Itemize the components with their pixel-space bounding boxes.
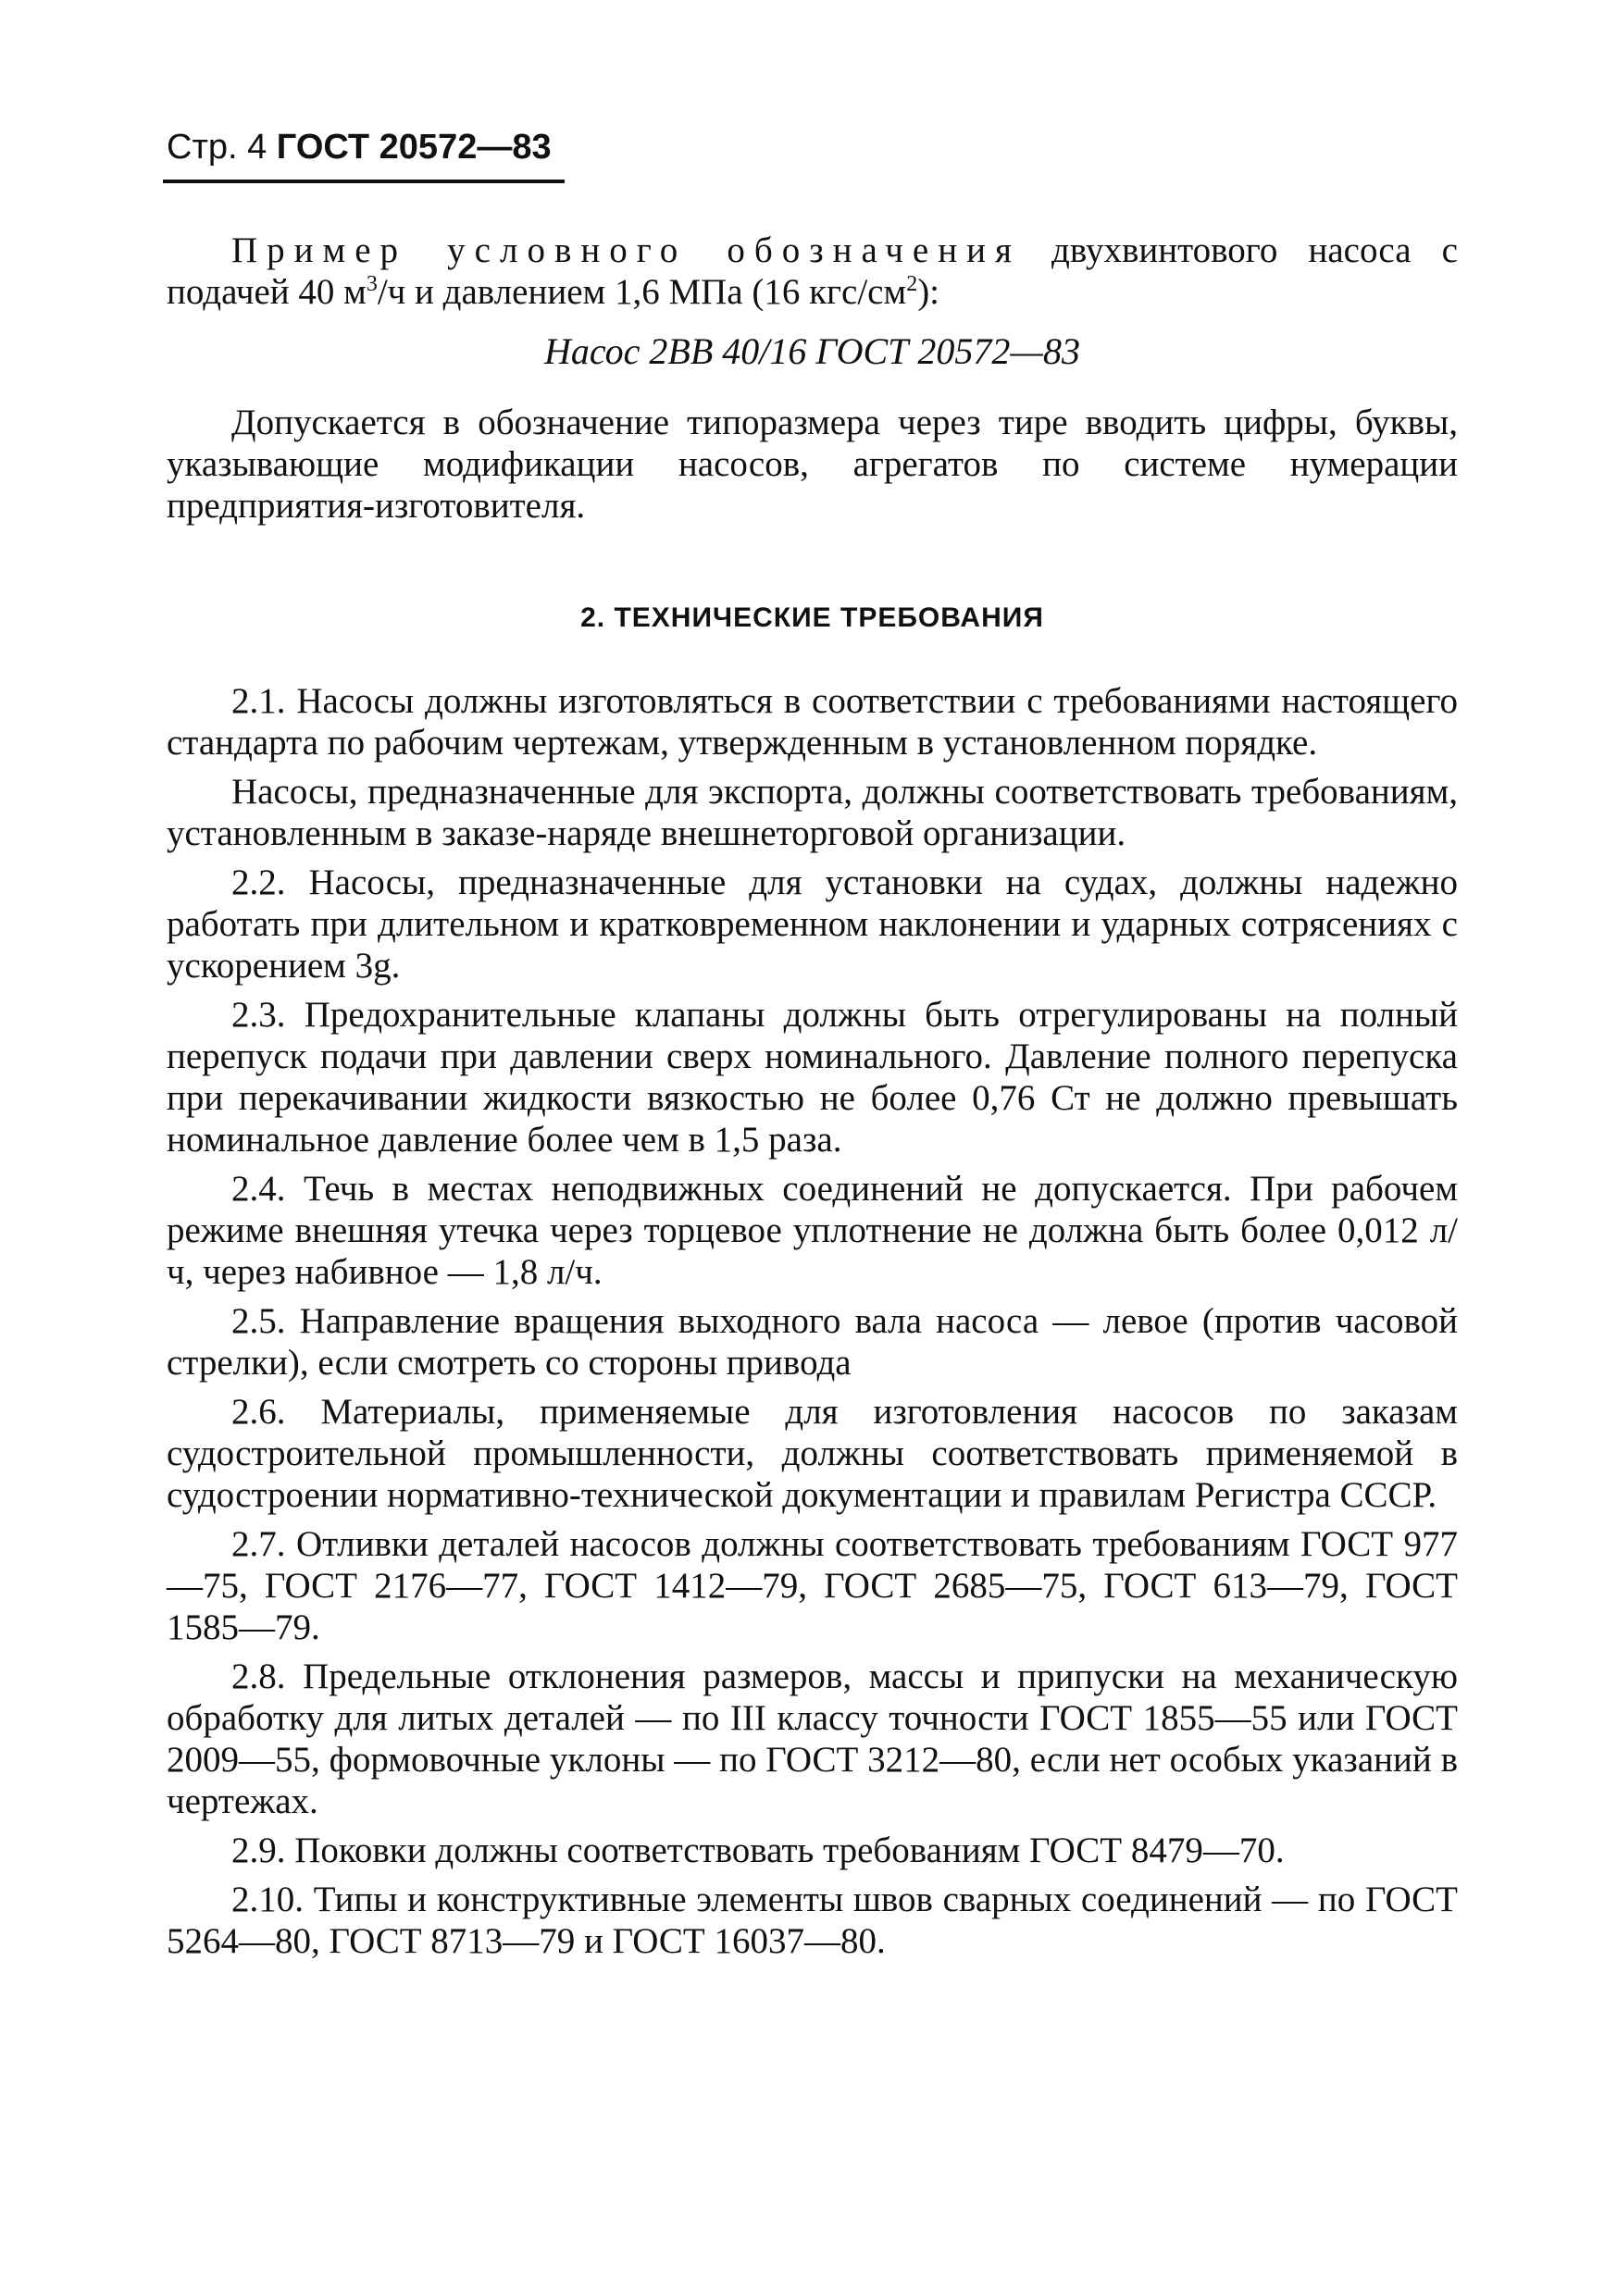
clause-2-8: 2.8. Предельные отклонения размеров, массы и припуски на механическую обработку для литых деталей — по III классу точности ГОСТ 1855—55 или ГОСТ 2009—55, формовочные уклоны — по ГОСТ 3212—80, если нет особых указаний в чертежах.: [167, 1657, 1458, 1821]
page-number-label: Стр. 4: [167, 128, 267, 167]
section-title: 2. ТЕХНИЧЕСКИЕ ТРЕБОВАНИЯ: [580, 602, 1044, 633]
allowance-paragraph: Допускается в обозначение типоразмера через тире вводить цифры, буквы, указывающие модификации насосов, агрегатов по системе нумерации предприятия-изготовителя.: [167, 403, 1458, 526]
clause-2-2: 2.2. Насосы, предназначенные для установки на судах, должны надежно работать при длительном и кратковременном наклонении и ударных сотрясениях с ускорением 3g.: [167, 863, 1458, 986]
clause-2-4: 2.4. Течь в местах неподвижных соединений не допускается. При рабочем режиме внешняя утечка через торцевое уплотнение не должна быть более 0,012 л/ч, через набивное — 1,8 л/ч.: [167, 1169, 1458, 1292]
document-body: [167, 230, 1458, 1969]
pump-designation: Насос 2ВВ 40/16 ГОСТ 20572—83: [544, 330, 1080, 372]
clause-2-3: 2.3. Предохранительные клапаны должны быть отрегулированы на полный перепуск подачи при давлении сверх номинального. Давление полного перепуска при перекачивании жидкости вязкостью не более 0,76 Ст не должно превышать номинальное давление более чем в 1,5 раза.: [167, 995, 1458, 1160]
superscript-2: 2: [906, 272, 918, 296]
clause-2-7: 2.7. Отливки деталей насосов должны соответствовать требованиям ГОСТ 977—75, ГОСТ 2176—77, ГОСТ 1412—79, ГОСТ 2685—75, ГОСТ 613—79, ГОСТ 1585—79.: [167, 1524, 1458, 1647]
standard-code: ГОСТ 20572—83: [276, 128, 552, 167]
designation-example-paragraph: [167, 230, 1458, 313]
designation-example-lead: Пример условного обозначения: [231, 230, 1021, 270]
clause-2-9: 2.9. Поковки должны соответствовать требованиям ГОСТ 8479—70.: [231, 1831, 1285, 1870]
clause-2-6: 2.6. Материалы, применяемые для изготовления насосов по заказам судостроительной промышленности, должны соответствовать применяемой в судостроении нормативно-технической документации и правилам Регистра СССР.: [167, 1392, 1458, 1515]
page-header: [167, 125, 552, 169]
clause-2-10: 2.10. Типы и конструктивные элементы швов сварных соединений — по ГОСТ 5264—80, ГОСТ 8713—79 и ГОСТ 16037—80.: [167, 1880, 1458, 1961]
header-rule: [163, 180, 565, 183]
clause-2-5: 2.5. Направление вращения выходного вала насоса — левое (против часовой стрелки), если смотреть со стороны привода: [167, 1301, 1458, 1383]
designation-example-text-2: /ч и давлением 1,6 МПа (16 кгс/см: [377, 272, 907, 312]
designation-example-text-1: двухвинтового насоса с подачей 40 м: [167, 230, 1458, 312]
clause-2-1-export: Насосы, предназначенные для экспорта, должны соответствовать требованиям, установленным в заказе-наряде внешнеторговой организации.: [167, 772, 1458, 853]
designation-example-text-3: ):: [917, 272, 940, 312]
clause-2-1: 2.1. Насосы должны изготовляться в соответствии с требованиями настоящего стандарта по рабочим чертежам, утвержденным в установленном порядке.: [167, 681, 1458, 763]
superscript-3: 3: [366, 272, 378, 296]
